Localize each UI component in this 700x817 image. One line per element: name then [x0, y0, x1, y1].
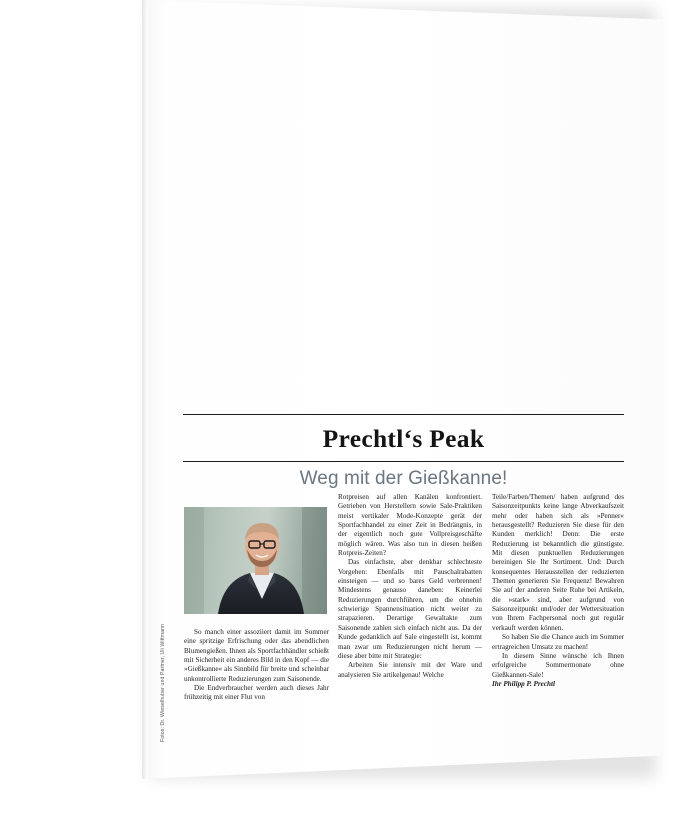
- header-rule-bottom: [183, 461, 624, 462]
- author-portrait: [184, 507, 327, 614]
- article-column-3: [492, 493, 624, 689]
- paragraph: Die Endverbraucher werden auch dieses Jahr frühzeitig mit einer Flut von: [184, 684, 329, 702]
- portrait-illustration: [184, 507, 327, 614]
- article-headline: Weg mit der Gießkanne!: [299, 468, 508, 489]
- paragraph: Arbeiten Sie intensiv mit der Ware und analysieren Sie artikelgenau! Welche: [338, 661, 482, 679]
- page-edge: [142, 0, 148, 779]
- paragraph: So manch einer assoziiert damit im Sommer eine spritzige Erfrischung oder das abendlichen Blumengießen. Ihnen als Sportfachhändler schießt mit Sicherheit ein anderes Bild in den Kopf — die »Gießkanne« als Sinnbild für breite und scheinbar unkontrollierte Reduzierungen zum Saisonende.: [184, 628, 329, 683]
- article-column-2: [338, 493, 482, 680]
- photo-credit: Fotos: Dr. Wieselhuber und Partner, Uli Wittmann: [160, 623, 166, 742]
- paragraph: Rotpreisen auf allen Kanälen konfrontiert. Getrieben von Herstellern sowie Sale-Praktiken meist vertikaler Mode-Konzepte gerät der Sportfachhandel zu einer Zeit in Bedrängnis, in der eigentlich noch gute Vollpreisgeschäfte möglich wären. Was also tun in diesen heißen Rotpreis-Zeiten?: [338, 493, 482, 558]
- column-title: Prechtl‘s Peak: [322, 424, 485, 453]
- paragraph: Das einfachste, aber denkbar schlechteste Vorgehen: Ebenfalls mit Pauschalrabatten einsteigen — und so bares Geld verbrennen! Mindestens genauso daneben: Keinerlei Reduzierungen durchführen, um die ohnehin schwierige Spannensituation nicht weiter zu strapazieren. Derartige Gewaltakte zum Saisonende zahlen sich einfach nicht aus. Da der Kunde gedanklich auf Sale eingestellt ist, kommt man zwar um Reduzierungen nicht herum — diese aber bitte mit Strategie:: [338, 558, 482, 660]
- paragraph: So haben Sie die Chance auch im Sommer ertragreichen Umsatz zu machen!: [492, 633, 624, 651]
- header-rule-top: [183, 414, 624, 415]
- article-column-1: [184, 628, 329, 703]
- author-signature: Ihr Philipp P. Prechtl: [492, 679, 555, 688]
- paragraph: Teile/Farben/Themen/ haben aufgrund des Saisonzeitpunkts keine lange Abverkaufszeit mehr oder haben sich als »Penner« herausgestellt? Reduzieren Sie diese für den Kunden merklich! Denn: Die erste Reduzierung ist bekanntlich die günstigste. Mit diesen punktuellen Reduzierungen bereinigen Sie Ihr Sortiment. Und: Durch konsequentes Herausstellen der reduzierten Themen generieren Sie Frequenz! Bewahren Sie auf der anderen Seite Ruhe bei Artikeln, die »stark« sind, aber aufgrund von Saisonzeitpunkt und/oder der Wettersituation von Ihrem Fachpersonal noch gut regulär verkauft werden können.: [492, 493, 624, 632]
- paragraph: In diesem Sinne wünsche ich Ihnen erfolgreiche Sommermonate ohne Gießkannen-Sale!: [492, 651, 624, 679]
